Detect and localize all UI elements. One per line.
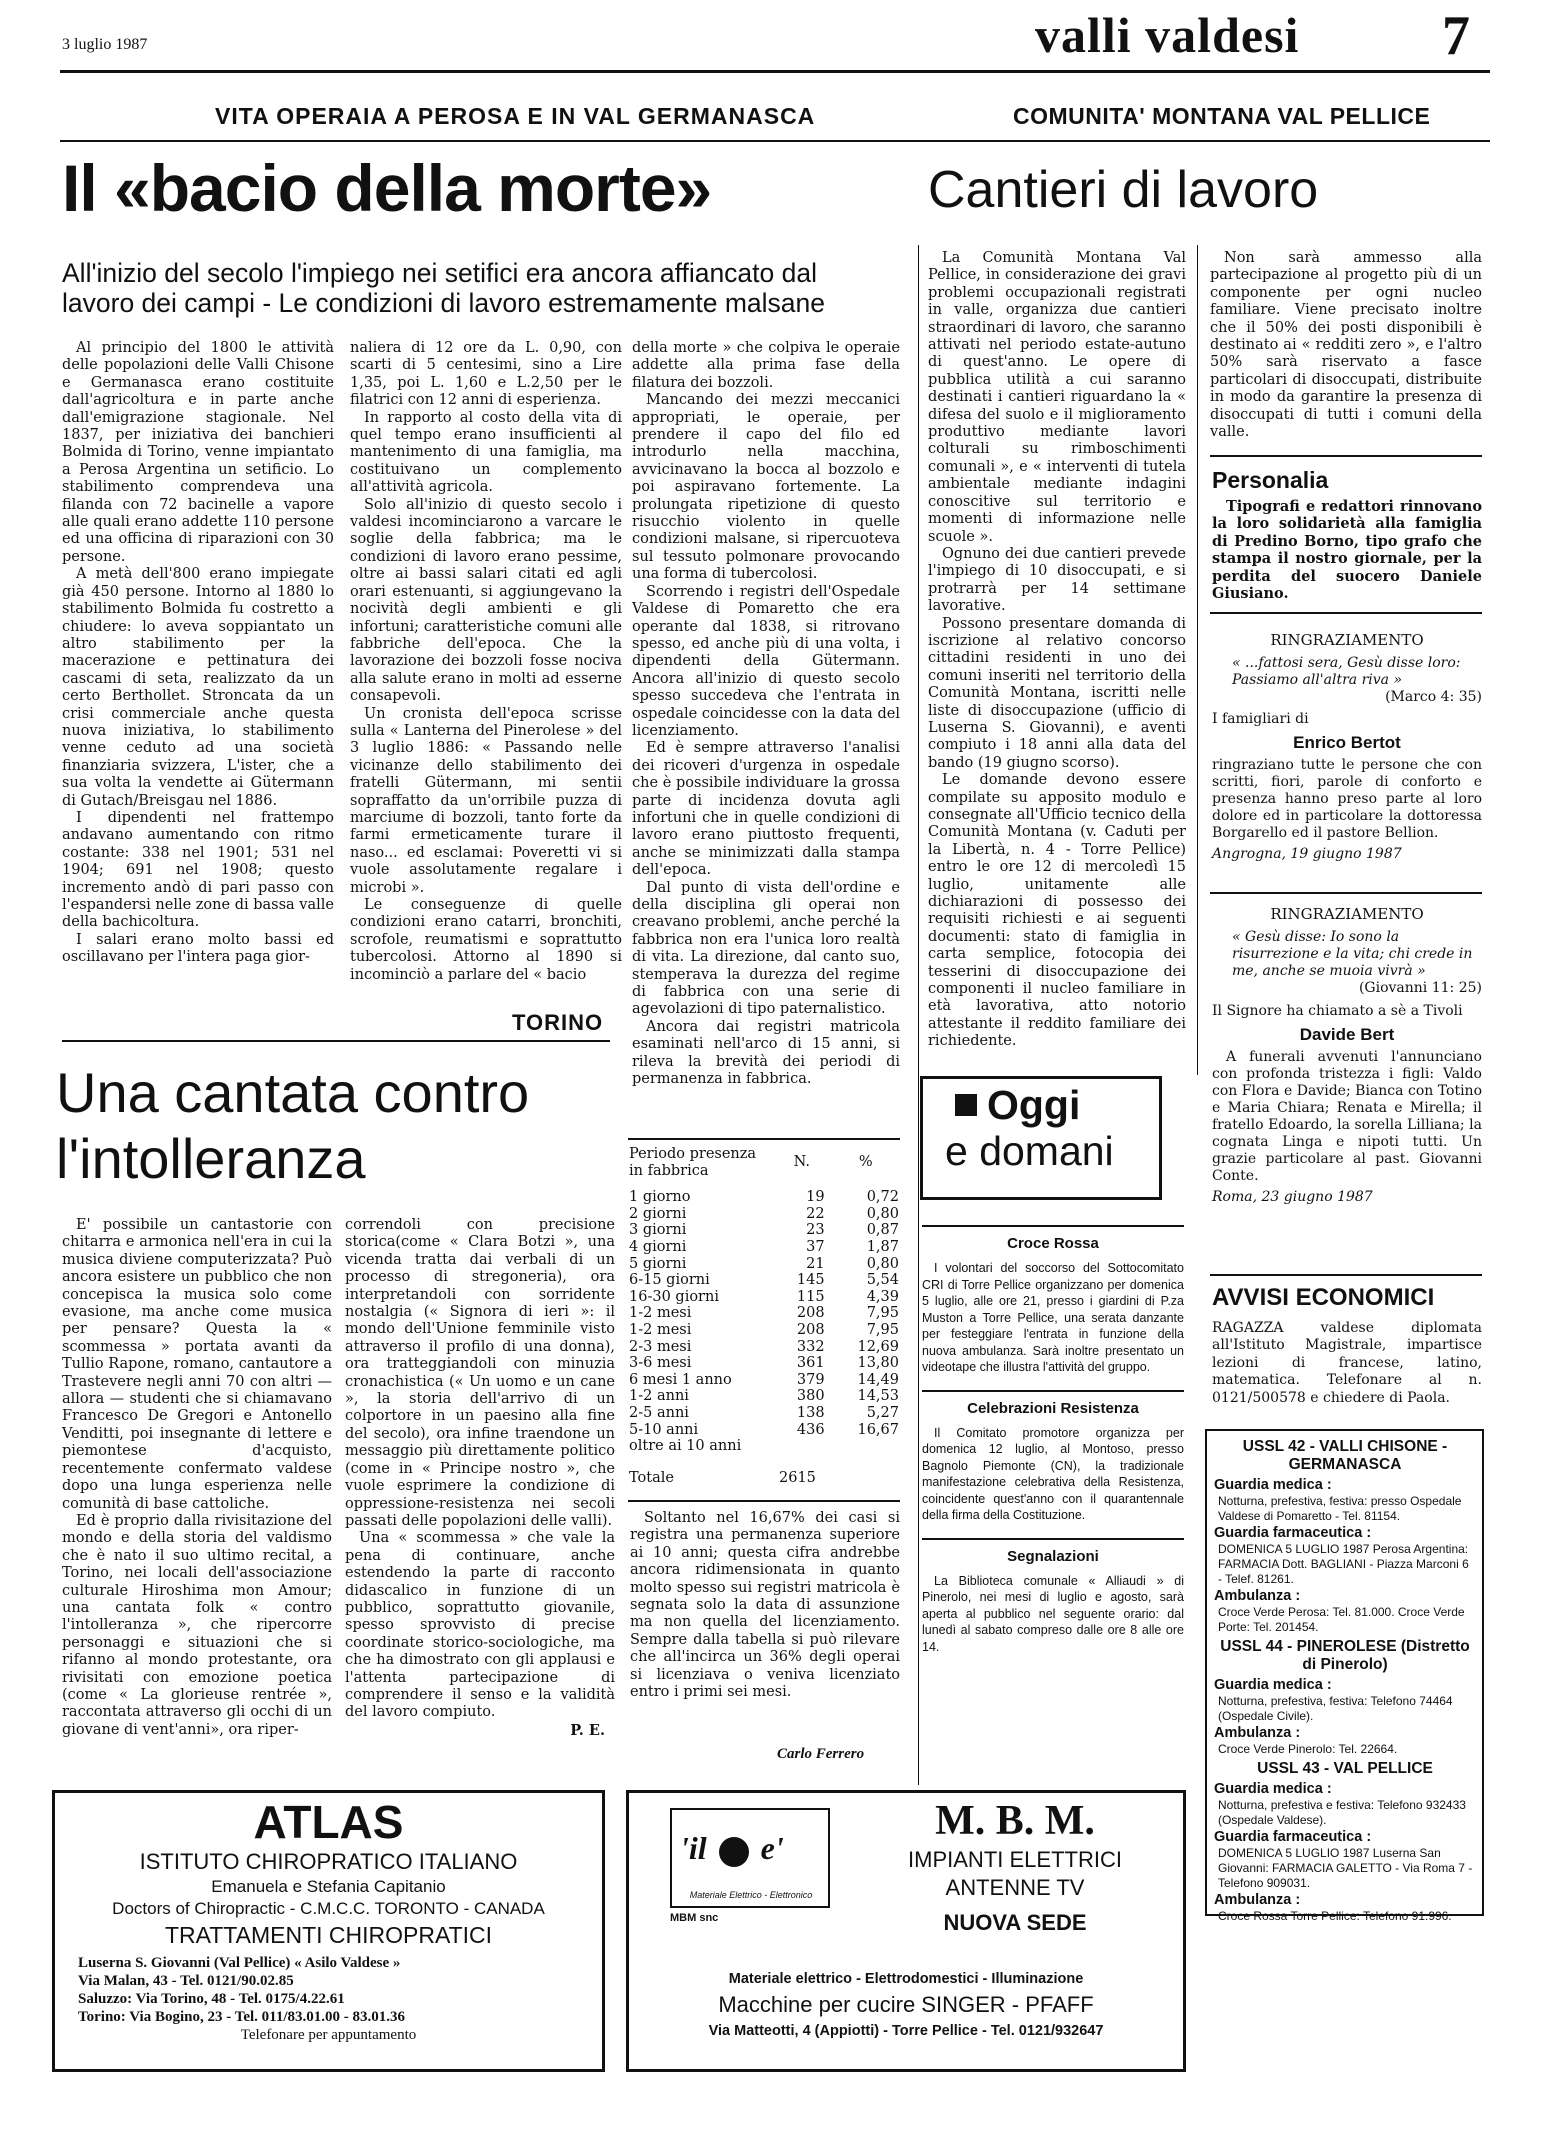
table-cell: 0,80 (866, 1255, 899, 1272)
table-header-cell: % (858, 1154, 873, 1171)
atlas-address: Torino: Via Bogino, 23 - Tel. 011/83.01.00 - 83.01.36 (78, 2009, 405, 2025)
oggi-section-text: I volontari del soccorso del Sottocomitato CRI di Torre Pellice organizzano per domenica 5 luglio, alle ore 21, presso i giardini di P.za Muston a Torre Pellice, una serata danzante per festeggiare l'entrata in funzione della nuova ambulanza. Sarà inoltre presentato un videotape che illustra l'attività del gruppo. (922, 1261, 1184, 1374)
table-cell: 5 giorni (629, 1255, 687, 1272)
ussl-text: DOMENICA 5 LUGLIO 1987 Perosa Argentina: FARMACIA Dott. BAGLIANI - Piazza Marconi 6 - Telef. 81261. (1218, 1542, 1469, 1586)
table-row (625, 1289, 903, 1306)
paragraph: Le conseguenze di quelle condizioni erano catarri, bronchiti, scrofole, reumatismi e soprattutto tubercolosi. Attorno al 1890 si incominciò a parlare del « bacio (350, 897, 622, 983)
ussl-text: Notturna, prefestiva, festiva: presso Ospedale Valdese di Pomaretto - Tel. 81154. (1218, 1494, 1462, 1523)
ringraziamento-place: Roma, 23 giugno 1987 (1212, 1189, 1373, 1205)
paragraph: La Comunità Montana Val Pellice, in considerazione dei gravi problemi occupazionali registrati in valle, organizza due cantieri straordinari di lavoro, che saranno attivati nel periodo estate-autuno di quest'anno. Le opere di pubblica utilità a cui saranno destinati i cantieri riguardano la « difesa del suolo e il miglioramento produttivo mediante lavori colturali su rimboschimenti comunali », e « interventi di tutela ambientale mediante indagini conoscitive sul territorio e momenti di informazione nelle scuole ». (928, 250, 1186, 545)
ringraziamento-intro: Il Signore ha chiamato a sè a Tivoli (1212, 1003, 1463, 1019)
cantata-kicker: TORINO (512, 1010, 604, 1035)
bacio-column-1 (62, 340, 334, 967)
cantieri-kicker: COMUNITA' MONTANA VAL PELLICE (1013, 103, 1431, 129)
personalia-title: Personalia (1212, 467, 1329, 493)
masthead-rule (60, 70, 1490, 73)
table-bottom-rule (628, 1500, 900, 1502)
oggi-sections (922, 1225, 1184, 1669)
table-cell: 1 giorno (629, 1189, 691, 1206)
paragraph: I salari erano molto bassi ed oscillavano per l'intera paga gior- (62, 931, 334, 966)
atlas-line2: Emanuela e Stefania Capitanio (211, 1877, 446, 1896)
table-cell: 208 (796, 1321, 825, 1338)
table-cell: 1,87 (866, 1238, 899, 1255)
atlas-address: Saluzzo: Via Torino, 48 - Tel. 0175/4.22.61 (78, 1991, 345, 2007)
ringraziamento-name: Enrico Bertot (1293, 733, 1401, 752)
table-row (625, 1239, 903, 1256)
table-row (625, 1388, 903, 1405)
atlas-line1: ISTITUTO CHIROPRATICO ITALIANO (139, 1849, 518, 1874)
atlas-ad-content (56, 1796, 601, 2044)
oggi-section-title: Croce Rossa (1007, 1235, 1099, 1252)
ringraziamento-intro: I famigliari di (1212, 711, 1309, 727)
cantata-column-1 (62, 1217, 332, 1739)
bacio-subtitle (62, 258, 922, 318)
ringraziamento-name: Davide Bert (1299, 1025, 1395, 1044)
oggi-section-title: Celebrazioni Resistenza (967, 1399, 1139, 1417)
ussl-text: Notturna, prefestiva e festiva: Telefono 932433 (Ospedale Valdese). (1218, 1798, 1466, 1827)
bacio-conclusion: Soltanto nel 16,67% dei casi si registra una permanenza superiore ai 10 anni; questa cifra andrebbe ancora ridimensionata in quanto molto spesso sui registri matricola è segnata solo la data di assunzione ma non quella del licenziamento. Sempre dalla tabella si può rilevare che all'incirca un 36% degli operai si licenziava o veniva licenziato entro i primi sei mesi. (630, 1510, 900, 1701)
ussl-header: USSL 42 - VALLI CHISONE - GERMANASCA (1242, 1438, 1448, 1473)
paragraph: Una « scommessa » che vale la pena di continuare, anche estendendo la parte di racconto didascalico in funzione di un pubblico, soprattutto giovanile, spesso sprovvisto di precise coordinate storico-sociologiche, ma che ha dimostrato con gli applausi e l'attenta partecipazione di comprendere il senso e la validità del lavoro compiuto. (345, 1530, 615, 1721)
ussl-text: Croce Rossa Torre Pellice: Telefono 91.996. (1218, 1909, 1452, 1923)
mbm-logo-firm: MBM snc (670, 1912, 719, 1924)
table-cell: 14,49 (857, 1371, 899, 1388)
table-cell: 7,95 (866, 1305, 899, 1322)
paragraph: Scorrendo i registri dell'Ospedale Valdese di Pomaretto che era operante dal 1838, si ritrovano spesso, ed anche più di una volta, i dipendenti della Gütermann. Ancora all'inizio di questo secolo spesso succedeva che l'entrata in ospedale coincidesse con la data del licenziamento. (632, 583, 900, 739)
table-cell: 1-2 anni (629, 1388, 689, 1405)
ringraziamento-text: ringraziano tutte le persone che con scritti, fiori, parole di conforto e presenza hanno preso parte al loro dolore ed in particolare la dottoressa Borgarello ed il pastore Bellion. (1212, 757, 1482, 841)
table-header-cell: Periodo presenza in fabbrica (629, 1146, 757, 1179)
table-cell: 0,72 (866, 1189, 899, 1206)
table-cell: 21 (806, 1255, 825, 1272)
table-cell: 5,27 (866, 1404, 899, 1421)
atlas-line4: TRATTAMENTI CHIROPRATICI (164, 1922, 493, 1948)
table-cell: 138 (796, 1404, 825, 1421)
mbm-logo-right: e' (760, 1830, 784, 1866)
table-row (625, 1272, 903, 1289)
ringraziamento-1 (1212, 632, 1482, 863)
ussl-label: Guardia medica : (1214, 1781, 1332, 1797)
mbm-line4: Materiale elettrico - Elettrodomestici - Illuminazione (728, 1971, 1084, 1987)
cantata-title-line2: l'intolleranza (56, 1127, 366, 1190)
column-divider (918, 245, 919, 1785)
table-cell: 380 (796, 1388, 825, 1405)
mbm-name: M. B. M. (935, 1798, 1095, 1844)
cantieri-title: Cantieri di lavoro (928, 161, 1319, 219)
table-cell: 332 (796, 1338, 825, 1355)
oggi-title-line1: Oggi (987, 1082, 1081, 1128)
table-cell (775, 1438, 829, 1455)
mbm-line3: NUOVA SEDE (943, 1910, 1087, 1935)
ussl-label: Guardia medica : (1214, 1477, 1332, 1493)
paragraph: Un cronista dell'epoca scrisse sulla « Lanterna del Pinerolese » del 3 luglio 1886: « Passando nelle vicinanze dello stabilimento dei fratelli Gütermann, mi sentii sopraffatto da un'orribile puzza di marciume di bozzoli, tanto forte da farmi ermeticamente turare il naso... ed esclamai: Poveretti vi si vuole assolutamente regalare i microbi ». (350, 705, 622, 896)
cantata-title (56, 1060, 529, 1192)
mbm-line1: IMPIANTI ELETTRICI (908, 1847, 1122, 1872)
table-cell: 2-5 anni (629, 1404, 689, 1421)
oggi-section-rule (922, 1390, 1184, 1392)
ringraziamento-2 (1212, 906, 1482, 1206)
permanence-table (625, 1146, 903, 1455)
table-cell: 6-15 giorni (629, 1272, 710, 1289)
personalia-end-rule (1210, 612, 1482, 614)
paragraph: Ed è sempre attraverso l'analisi dei ricoveri d'urgenza in ospedale che è possibile individuare la grossa parte di incidenza dovuta agli infortuni che in quelle condizioni di lavoro erano piuttosto frequenti, anche se minimizzati dalla stampa dell'epoca. (632, 740, 900, 879)
mbm-line5: Macchine per cucire SINGER - PFAFF (718, 1992, 1094, 2017)
atlas-name: ATLAS (253, 1796, 404, 1848)
paragraph: Mancando dei mezzi meccanici appropriati, le operaie, per prendere il capo del filo ed introdurlo nella macchina, avvicinavano la bocca al bozzolo e poi aspiravano fortemente. La prolungata ripetizione di questo risucchio violento in quelle condizioni malsane, si ripercuoteva sul tessuto polmonare provocando una forma di tubercolosi. (632, 392, 900, 583)
paragraph: correndoli con precisione storica(come « Clara Botzi », una vicenda tratta dai verbali di un processo di stregoneria), ora interpretandoli con sorridente nostalgia (« Signora di ieri »: il mondo dell'Unione femminile visto attraverso il profilo di una donna), ora tratteggiandoli con minuzia cronachistica (« Un uomo e un cane », la storia dell'arrivo di un colportore in un paesino alla fine del secolo), ora infine traendone un messaggio più direttamente politico (come in « Principe nostro », che vuole esprimere la condizione di oppressione-resistenza nei secoli passati delle popolazioni delle valli). (345, 1217, 615, 1529)
kicker-rule (60, 140, 1490, 142)
table-row (625, 1405, 903, 1422)
oggi-section-rule (922, 1225, 1184, 1227)
ringraziamento-title: RINGRAZIAMENTO (1270, 631, 1424, 649)
table-cell: 361 (796, 1355, 825, 1372)
mbm-ad-footer (630, 1968, 1182, 2042)
table-cell: 436 (796, 1421, 825, 1438)
cantata-signature: P. E. (570, 1721, 605, 1739)
bacio-column-3 (632, 340, 900, 1088)
table-cell (829, 1438, 903, 1455)
paragraph: della morte » che colpiva le operaie addette alla prima fase della filatura dei bozzoli. (632, 340, 900, 391)
table-cell: 6 mesi 1 anno (629, 1371, 732, 1388)
oggi-section (922, 1390, 1184, 1524)
table-row (625, 1339, 903, 1356)
table-header-cell: N. (793, 1154, 810, 1171)
ringraziamento-title: RINGRAZIAMENTO (1270, 905, 1424, 923)
table-cell: 2-3 mesi (629, 1338, 692, 1355)
ussl-content (1214, 1435, 1476, 1924)
table-cell: 1-2 mesi (629, 1305, 692, 1322)
table-cell: 0,80 (866, 1205, 899, 1222)
table-row (625, 1438, 903, 1455)
paragraph: Possono presentare domanda di iscrizione al relativo concorso cittadini residenti in uno dei comuni inseriti nel territorio della Comunità Montana, iscritti nelle liste di disoccupazione (ufficio di Luserna S. Giovanni), e aventi compiuto i 18 anni alla data del bando (19 giugno scorso). (928, 615, 1186, 771)
table-row (625, 1222, 903, 1239)
paragraph: Ancora dai registri matricola esaminati nell'arco di 15 anni, si rileva la brevità dei periodi di permanenza in fabbrica. (632, 1018, 900, 1088)
ussl-text: Croce Verde Pinerolo: Tel. 22664. (1218, 1742, 1398, 1756)
ussl-label: Ambulanza : (1214, 1588, 1301, 1604)
table-cell: 7,95 (866, 1321, 899, 1338)
ringraziamento-quote: « ...fattosi sera, Gesù disse loro: Passiamo all'altra riva » (1232, 655, 1461, 688)
table-row (625, 1372, 903, 1389)
paragraph: E' possibile un cantastorie con chitarra e armonica nell'era in cui la musica diviene computerizzata? Può ancora esistere un pubblico che non concepisca la musica solo come evasione, ma anche come musica per pensare? Questa la « scommessa » portata avanti da Tullio Rapone, romano, cantautore a Trastevere negli anni 70 con altri — allora — studenti che si chiamavano Francesco De Gregori e Antonello Venditti, poi insegnante di lettere e piemontese d'acquisto, recentemente confermato valdese dopo una lunga esperienza nelle comunità di base cattoliche. (62, 1217, 332, 1512)
oggi-title (945, 1082, 1114, 1174)
table-row (625, 1355, 903, 1372)
bacio-subtitle-line1: All'inizio del secolo l'impiego nei setifici era ancora affiancato dal (62, 258, 817, 288)
paragraph: Le domande devono essere compilate su apposito modulo e consegnate all'Ufficio tecnico della Comunità Montana (v. Caduti per la Libertà, n. 4 - Torre Pellice) entro le ore 12 di mercoledì 15 luglio, unitamente alle dichiarazioni di possesso dei requisiti richiesti e ai seguenti documenti: stato di famiglia in carta semplice, fotocopia dei tesserini di disoccupazione dei componenti il nucleo familiare in età lavorativa, atto notorio attestante il reddito familiare dei richiedente. (928, 772, 1186, 1050)
paragraph: I dipendenti nel frattempo andavano aumentando con ritmo costante: 338 nel 1901; 531 nel 1904; 691 nel 1908; questo incremento andò di pari passo con l'espandersi nelle zone di bassa valle della bachicoltura. (62, 809, 334, 931)
table-cell: 5,54 (866, 1272, 899, 1289)
table-cell: 379 (796, 1371, 825, 1388)
table-cell: 145 (796, 1272, 825, 1289)
table-cell: 115 (796, 1288, 825, 1305)
table-row (625, 1322, 903, 1339)
cantata-title-line1: Una cantata contro (56, 1061, 530, 1124)
total-label: Totale (629, 1470, 674, 1486)
mbm-line2: ANTENNE TV (945, 1875, 1085, 1900)
table-header-row (625, 1146, 903, 1179)
paragraph: naliera di 12 ore da L. 0,90, con scarti di 5 centesimi, sino a Lire 1,35, poi L. 1,60 e L.2,50 per le filatrici con 12 anni di esperienza. (350, 340, 622, 409)
paragraph: Dal punto di vista dell'ordine e della disciplina gli operai non creavano problemi, anche perché la fabbrica non era l'unica loro realtà di vita. La direzione, dal canto suo, stemperava la durezza del regime di fabbrica con una serie di agevolazioni di tipo paternalistico. (632, 879, 900, 1018)
paragraph: Ognuno dei due cantieri prevede l'impiego di 10 disoccupati, e si protrarrà per 14 settimane lavorative. (928, 545, 1186, 615)
bacio-subtitle-line2: lavoro dei campi - Le condizioni di lavoro estremamente malsane (62, 288, 825, 318)
table-row (625, 1422, 903, 1439)
column-divider (1197, 245, 1198, 1075)
table-cell: 37 (806, 1238, 825, 1255)
table-cell: 208 (796, 1305, 825, 1322)
table-cell: 19 (806, 1189, 825, 1206)
ussl-text: Croce Verde Perosa: Tel. 81.000. Croce Verde Porte: Tel. 201454. (1218, 1605, 1465, 1634)
table-cell: 13,80 (857, 1355, 899, 1372)
cantata-column-2 (345, 1217, 615, 1739)
ringraziamento-quote: « Gesù disse: Io sono la risurrezione e la vita; chi crede in me, anche se muoia vivrà » (1232, 929, 1473, 979)
oggi-section-title: Segnalazioni (1007, 1547, 1099, 1565)
table-cell: oltre ai 10 anni (629, 1438, 742, 1455)
avvisi-title: AVVISI ECONOMICI (1212, 1284, 1435, 1311)
cantieri-end-rule (1210, 455, 1482, 457)
table-row (625, 1305, 903, 1322)
oggi-section (922, 1225, 1184, 1376)
mbm-logo-dot-icon (719, 1837, 749, 1867)
paragraph: In rapporto al costo della vita di quel tempo erano insufficienti al mantenimento di una famiglia, ma costituivano un complemento all'attività agricola. (350, 409, 622, 496)
paragraph: A metà dell'800 erano impiegate già 450 persone. Intorno al 1880 lo stabilimento Bolmida fu costretto a chiudere: lo aveva soppiantato un altro stabilimento per la macerazione e pettinatura dei cascami di seta, realizzato da un certo Berthollet. Stroncata da un crisi commerciale anche questa nuova iniziativa, lo stabilimento venne ceduto ad una società finanziaria svizzera, L'ister, che a sua volta la vendette ai Gütermann di Gutach/Breisgau nel 1886. (62, 566, 334, 809)
table-cell: 5-10 anni (629, 1421, 699, 1438)
bacio-title: Il «bacio della morte» (62, 151, 712, 225)
atlas-address: Via Malan, 43 - Tel. 0121/90.02.85 (78, 1973, 294, 1989)
ringraziamento-ref: (Giovanni 11: 25) (1358, 980, 1482, 996)
paragraph: Solo all'inizio di questo secolo i valdesi incominciarono a varcare le soglie della fabbrica; ma le condizioni di lavoro erano pessime, oltre ai bassi salari citati ed agli orari estenuanti, si aggiungevano la nocività degli ambienti e gli infortuni; caratteristiche comuni alle fabbriche dell'epoca. Che la lavorazione dei bozzoli fosse nociva alla salute erano in molti ad esserne consapevoli. (350, 496, 622, 705)
ussl-label: Ambulanza : (1214, 1725, 1301, 1741)
table-cell: 2 giorni (629, 1205, 687, 1222)
table-cell: 16-30 giorni (629, 1288, 719, 1305)
paragraph: Ed è proprio dalla rivisitazione del mondo e della storia del valdismo che è nato il suo ultimo recital, a Torino, nei locali dell'associazione culturale Hiroshima mon Amour; una cantata folk « contro l'intolleranza », che ripercorre personaggi e situazioni che si rifanno al mondo protestante, ora rivisitati con emozione poetica (come « La glorieuse rentrée », raccontata attraverso gli occhi di un giovane di vent'anni», ora riper- (62, 1512, 332, 1738)
ringraziamento-text: A funerali avvenuti l'annunciano con profonda tristezza i figli: Valdo con Flora e Davide; Bianca con Totino e Maria Chiara; Renata e Mirella; il fratello Edoardo, la sorella Lilliana; la cognata Linga e nipoti tutti. Un grazie particolare al past. Giovanni Conte. (1212, 1049, 1482, 1184)
avvisi-text: RAGAZZA valdese diplomata all'Istituto Magistrale, impartisce lezioni di francese, latino, matematica. Telefonare al n. 0121/500578 e chiedere di Paola. (1212, 1320, 1482, 1406)
ussl-label: Guardia farmaceutica : (1214, 1525, 1372, 1541)
cantieri-column-2: Non sarà ammesso alla partecipazione al progetto più di un componente per ogni nucleo familiare. Viene precisato inoltre che il 50% dei posti disponibili è destinato ai « redditi zero », e l'altro 50% sarà riservato a fasce particolari di disoccupati, distribuite in modo da garantire la presenza di disoccupati di tutti i comuni della valle. (1210, 250, 1482, 441)
atlas-addresses (56, 1954, 601, 2026)
mbm-logo-caption: Materiale Elettrico - Elettronico (689, 1890, 813, 1900)
ussl-label: Guardia medica : (1214, 1677, 1332, 1693)
oggi-section-text: La Biblioteca comunale « Alliaudi » di Pinerolo, nei mesi di luglio e agosto, sarà aperta al pubblico nel seguente orario: dal lunedì al sabato compreso dalle ore 8 alle ore 14. (922, 1573, 1184, 1654)
mbm-ad-content (850, 1796, 1180, 1940)
table-cell: 3 giorni (629, 1222, 687, 1239)
ussl-header: USSL 43 - VAL PELLICE (1257, 1760, 1433, 1777)
bacio-author: Carlo Ferrero (777, 1746, 865, 1762)
atlas-line3: Doctors of Chiropractic - C.M.C.C. TORONTO - CANADA (112, 1899, 545, 1918)
total-value: 2615 (779, 1470, 816, 1486)
newspaper-name: valli valdesi (1035, 7, 1300, 63)
table-total (629, 1470, 897, 1486)
page-number: 7 (1442, 5, 1470, 67)
table-cell: 4 giorni (629, 1238, 687, 1255)
mbm-logo-text (680, 1830, 820, 1867)
paragraph: Al principio del 1800 le attività delle popolazioni delle Valli Chisone e Germanasca erano costituite dall'agricoltura e in parte anche dall'emigrazione stagionale. Nel 1837, per iniziativa dei banchieri Bolmida di Torino, venne impiantato a Perosa Argentina un setificio. Lo stabilimento comprendeva una filanda con 72 bacinelle a vapore alle quali erano addette 110 persone ed una officina di riparazioni con 30 persone. (62, 340, 334, 565)
table-cell: 22 (806, 1205, 825, 1222)
table-top-rule (628, 1138, 900, 1140)
atlas-footer: Telefonare per appuntamento (240, 2027, 417, 2043)
table-cell: 3-6 mesi (629, 1355, 692, 1372)
table-cell: 23 (806, 1222, 825, 1239)
atlas-address: Luserna S. Giovanni (Val Pellice) « Asilo Valdese » (78, 1955, 401, 1971)
oggi-section (922, 1538, 1184, 1656)
mbm-line6: Via Matteotti, 4 (Appiotti) - Torre Pellice - Tel. 0121/932647 (708, 2023, 1104, 2039)
table-cell: 12,69 (857, 1338, 899, 1355)
personalia-text: Tipografi e redattori rinnovano la loro solidarietà alla famiglia di Predino Borno, tipo grafo che stampa il nostro giornale, per la perdita del suocero Daniele Giusiano. (1212, 498, 1482, 603)
table-cell: 1-2 mesi (629, 1321, 692, 1338)
bacio-column-2 (350, 340, 622, 984)
ringraziamento-divider (1210, 892, 1482, 894)
oggi-title-line2: e domani (945, 1128, 1114, 1174)
table-row (625, 1179, 903, 1206)
ussl-header: USSL 44 - PINEROLESE (Distretto di Pinerolo) (1220, 1638, 1470, 1673)
ringraziamento-ref: (Marco 4: 35) (1385, 689, 1482, 705)
ussl-label: Guardia farmaceutica : (1214, 1829, 1372, 1845)
ringraziamento-place: Angrogna, 19 giugno 1987 (1212, 846, 1402, 862)
oggi-section-rule (922, 1538, 1184, 1540)
table-row (625, 1206, 903, 1223)
table-cell: 0,87 (866, 1222, 899, 1239)
issue-date: 3 luglio 1987 (62, 36, 148, 53)
cantieri-column-1 (928, 250, 1186, 1051)
table-cell: 14,53 (857, 1388, 899, 1405)
table-cell: 16,67 (857, 1421, 899, 1438)
bacio-kicker: VITA OPERAIA A PEROSA E IN VAL GERMANASCA (215, 103, 816, 129)
avvisi-top-rule (1210, 1274, 1482, 1276)
mbm-logo-left: 'il (680, 1830, 707, 1866)
table-row (625, 1256, 903, 1273)
cantata-kicker-rule (62, 1040, 610, 1042)
ussl-text: Notturna, prefestiva, festiva: Telefono 74464 (Ospedale Civile). (1218, 1694, 1453, 1723)
ussl-text: DOMENICA 5 LUGLIO 1987 Luserna San Giovanni: FARMACIA GALETTO - Via Roma 7 - Telefono 909031. (1218, 1846, 1473, 1890)
table-cell: 4,39 (866, 1288, 899, 1305)
oggi-section-text: Il Comitato promotore organizza per domenica 12 luglio, al Montoso, presso Bagnolo Piemonte (CN), la tradizionale manifestazione celebrativa della Resistenza, coincidente quest'anno con il quarantennale della firma della Costituzione. (922, 1425, 1184, 1522)
ussl-label: Ambulanza : (1214, 1892, 1301, 1908)
